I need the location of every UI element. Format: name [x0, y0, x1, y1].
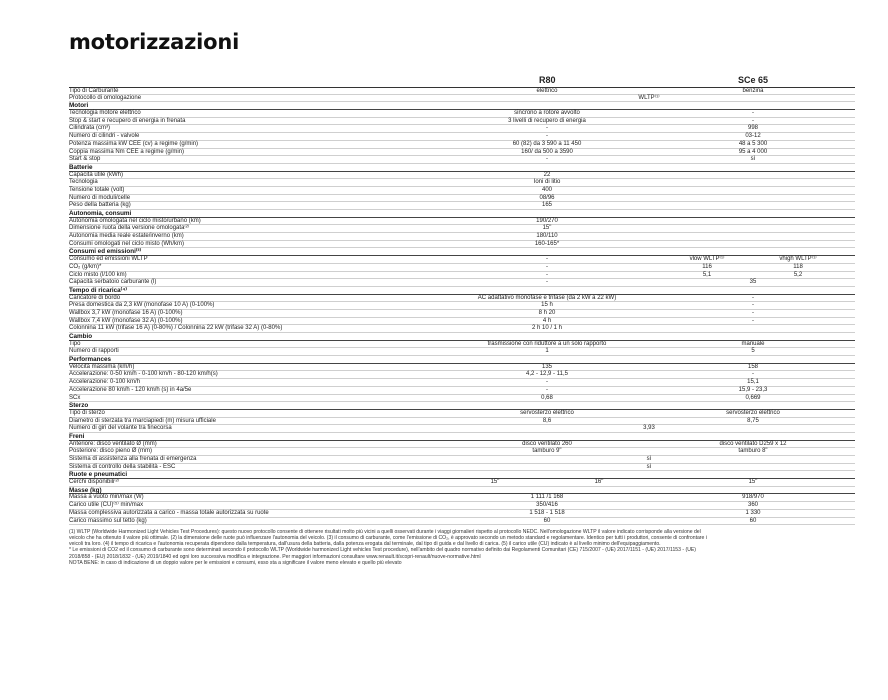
- section-title: Tempo di ricarica⁽⁴⁾: [69, 286, 127, 294]
- spec-row: [69, 325, 855, 333]
- spec-label: Tipo di sterzo: [69, 409, 105, 416]
- spec-label: Start & stop: [69, 156, 101, 163]
- spec-value: sincrono a rotore avvolto: [514, 110, 580, 117]
- spec-label: Sistema di controllo della stabilità - ESC: [69, 463, 176, 470]
- page-title: motorizzazioni: [69, 30, 240, 54]
- spec-value: -: [752, 309, 754, 316]
- spec-row: [69, 510, 855, 518]
- section-title: Cambio: [69, 333, 93, 340]
- spec-value: 3,93: [643, 425, 655, 432]
- spec-label: Velocità massima (km/h): [69, 363, 135, 370]
- footnote-definitions: (1) WLTP (Worldwide Harmonized Light Vehicles Test Procedures): questo nuovo protocollo consente di ottenere risultati molto più vicini a quelli osservati durante i viaggi giornalieri rispetto al protocollo NEDC. Nell'omologazione WLTP il valore indicato corrisponde alla versione del veicolo che ha ottenuto il valore più ottimale. (2) la dimensione delle ruote può influenzare l'autonomia del veicolo. (3) il consumo di carburante, come l'emissione di CO₂, è approvato secondo un metodo standard e regolamentare. Identico per tutti i produttori, consente di confrontare i veicoli tra loro. (4) il tempo di ricarica e l'autonomia recuperata dipendono dalla temperatura, dall'usura della batteria, dalla potenza erogata dal terminale, dal tipo di guida e dal livello di carica. (5) il carico utile (CU) indicato è al livello minimo dell'equipaggiamento.: [69, 529, 707, 548]
- spec-label: Peso della batteria (kg): [69, 202, 131, 209]
- spec-row: [69, 156, 855, 164]
- spec-row: [69, 456, 855, 464]
- spec-value: 165: [541, 202, 553, 209]
- spec-label: Consumo ed emissioni WLTP: [69, 256, 148, 263]
- spec-label: Numero di cilindri - valvole: [69, 133, 140, 140]
- spec-value: 60: [543, 517, 551, 524]
- section-header: [69, 248, 855, 256]
- spec-row: [69, 87, 855, 95]
- spec-label: Potenza massima kW CEE (cv) a regime (g/min): [69, 140, 199, 147]
- spec-label: SCx: [69, 394, 81, 401]
- spec-value: 1 518 - 1 518: [529, 509, 565, 516]
- section-header: [69, 102, 855, 110]
- spec-value: 60 (82) da 3 590 a 11 450: [512, 140, 582, 147]
- spec-label: CO₂ (g/km)*: [69, 263, 102, 270]
- spec-value: disco ventilato D259 x 12: [719, 440, 787, 447]
- spec-value: 8,75: [747, 417, 759, 424]
- column-header-r80: R80: [539, 75, 556, 85]
- spec-label: Tecnologia: [69, 179, 98, 186]
- spec-label: Presa domestica da 2,3 kW (monofase 10 A) (0-100%): [69, 302, 215, 309]
- section-title: Motori: [69, 102, 89, 110]
- spec-value: 5,2: [793, 271, 803, 278]
- spec-label: Capacità utile (kWh): [69, 171, 124, 178]
- spec-row: [69, 318, 855, 326]
- specs-table: [69, 87, 855, 525]
- spec-row: [69, 195, 855, 203]
- spec-row: [69, 149, 855, 157]
- spec-value: 16": [594, 479, 604, 486]
- spec-row: [69, 387, 855, 395]
- spec-label: Tecnologia motore elettrico: [69, 110, 141, 117]
- spec-label: Massa complessiva autorizzata a carico - massa totale autorizzata su ruote: [69, 509, 269, 516]
- spec-label: Wallbox 7,4 kW (monofase 32 A) (0-100%): [69, 317, 183, 324]
- column-header-sce65: SCe 65: [738, 75, 769, 85]
- spec-value: 15": [490, 479, 500, 486]
- spec-value: -: [546, 256, 548, 263]
- spec-value: 998: [747, 125, 759, 132]
- spec-row: [69, 379, 855, 387]
- section-title: Performances: [69, 356, 111, 364]
- spec-value: -: [546, 133, 548, 140]
- spec-row: [69, 256, 855, 264]
- spec-value: 160/ da 500 a 3590: [521, 148, 573, 155]
- spec-label: Dimensione ruota della versione omologata⁽²⁾: [69, 225, 190, 232]
- spec-label: Accelerazione: 0-50 km/h - 0-100 km/h - 80-120 km/h(s): [69, 371, 218, 378]
- spec-value: 918/970: [742, 494, 764, 501]
- footnote-nota-bene: NOTA BENE: in caso di indicazione di un doppio valore per le emissioni e consumi, esso sta a significare il valore meno elevato e quello più elevato: [69, 559, 402, 566]
- spec-value: 116: [702, 263, 712, 270]
- spec-value: vhigh WLTP⁽¹⁾: [779, 256, 817, 263]
- spec-row: [69, 502, 855, 510]
- spec-row: [69, 125, 855, 133]
- spec-value: manuale: [741, 340, 765, 347]
- footnote-co2: * Le emissioni di CO2 ed il consumo di carburante sono determinati secondo il protocollo WLTP (Worldwide harmonized Light vehicles Test procedure), nell'ambito del quadro normativo definito dai Regolamenti Comunitari (CE) 715/2007 - (UE) 2017/1151 - (UE) 2017/1153 - (UE) 2018/858 - (EU) 2018/1832 - (UE) 2019/1840 ed ogni loro successiva modifica e integrazione. Per maggiori informazioni consultare www.renault.it/scopri-renault/nuove-normative.html: [69, 547, 696, 560]
- spec-value: disco ventilato 260: [522, 440, 572, 447]
- spec-row: [69, 264, 855, 272]
- spec-row: [69, 118, 855, 126]
- spec-value: 15 h: [541, 302, 553, 309]
- spec-row: [69, 133, 855, 141]
- section-header: [69, 471, 855, 479]
- spec-row: [69, 441, 855, 449]
- spec-row: [69, 410, 855, 418]
- spec-value: 1: [545, 348, 549, 355]
- section-header: [69, 433, 855, 441]
- section-title: Masse (kg): [69, 486, 102, 494]
- spec-label: Ciclo misto (l/100 km): [69, 271, 127, 278]
- spec-value: 4,2 - 12,9 - 11,5: [526, 371, 568, 378]
- spec-value: 5: [751, 348, 755, 355]
- spec-label: Tensione totale (volt): [69, 186, 125, 193]
- spec-value: elettrico: [536, 88, 558, 94]
- spec-label: Accelerazione: 0-100 km/h: [69, 379, 141, 386]
- spec-label: Cerchi disponibili⁽²⁾: [69, 479, 120, 486]
- spec-label: Carico massimo sul tetto (kg): [69, 517, 147, 524]
- section-header: [69, 402, 855, 410]
- spec-value: AC adattativo monofase e trifase (da 2 kW a 22 kW): [477, 294, 617, 301]
- spec-row: [69, 425, 855, 433]
- spec-label: Tipo di Carburante: [69, 88, 119, 94]
- spec-value: 158: [747, 363, 759, 370]
- spec-label: Numero di giri del volante tra finecorsa: [69, 425, 172, 432]
- section-header: [69, 164, 855, 172]
- spec-value: 08/96: [539, 194, 555, 201]
- spec-label: Numero di rapporti: [69, 348, 119, 355]
- spec-row: [69, 479, 855, 487]
- spec-value: servosterzo elettrico: [520, 409, 574, 416]
- spec-row: [69, 95, 855, 103]
- spec-value: 22: [543, 171, 551, 178]
- spec-value: -: [546, 271, 548, 278]
- spec-label: Autonomia omologata nel ciclo misto/urbano (km): [69, 217, 201, 224]
- section-title: Autonomia, consumi: [69, 210, 132, 217]
- spec-value: sì: [646, 463, 652, 470]
- spec-value: 35: [749, 279, 757, 286]
- spec-value: 118: [793, 263, 803, 270]
- section-title: Freni: [69, 432, 85, 440]
- section-header: [69, 487, 855, 495]
- spec-value: tamburo 8": [738, 448, 768, 455]
- spec-value: -: [752, 302, 754, 309]
- spec-value: 8,6: [542, 417, 552, 424]
- spec-value: -: [546, 279, 548, 286]
- spec-row: [69, 341, 855, 349]
- spec-row: [69, 141, 855, 149]
- footnotes: [69, 529, 709, 566]
- spec-value: 1 330: [745, 509, 761, 516]
- spec-row: [69, 302, 855, 310]
- spec-value: -: [752, 294, 754, 301]
- spec-row: [69, 418, 855, 426]
- spec-value: -: [752, 117, 754, 124]
- spec-value: 4 h: [542, 317, 552, 324]
- spec-value: 48 a 5 300: [738, 140, 768, 147]
- spec-value: servosterzo elettrico: [726, 409, 780, 416]
- spec-row: [69, 225, 855, 233]
- spec-value: -: [546, 386, 548, 393]
- spec-label: Sistema di assistenza alla frenata di emergenza: [69, 456, 197, 462]
- spec-value: 8 h 20: [538, 309, 556, 316]
- spec-value: sì: [750, 156, 756, 163]
- spec-value: benzina: [742, 88, 764, 94]
- spec-row: [69, 448, 855, 456]
- spec-row: [69, 179, 855, 187]
- spec-value: 190/270: [536, 217, 558, 224]
- spec-label: Posteriore: disco pieno Ø (mm): [69, 448, 153, 455]
- spec-value: 400: [541, 186, 553, 193]
- spec-value: 0,68: [541, 394, 553, 401]
- spec-value: 15,1: [747, 379, 759, 386]
- spec-value: -: [546, 379, 548, 386]
- section-title: Ruote e pneumatici: [69, 471, 128, 479]
- spec-label: Numero di moduli/celle: [69, 194, 131, 201]
- spec-label: Protocollo di omologazione: [69, 94, 142, 101]
- spec-value: 60: [749, 517, 757, 524]
- spec-value: 15,9 - 23,3: [738, 386, 768, 393]
- spec-label: Diametro di sterzata tra marciapiedi (m) misura ufficiale: [69, 417, 216, 424]
- spec-value: 2 h 10 / 1 h: [531, 325, 563, 332]
- spec-row: [69, 348, 855, 356]
- spec-value: -: [546, 156, 548, 163]
- spec-value: 3 livelli di recupero di energia: [508, 117, 586, 124]
- spec-row: [69, 518, 855, 526]
- spec-row: [69, 272, 855, 280]
- spec-value: 15": [748, 479, 758, 486]
- spec-row: [69, 494, 855, 502]
- spec-value: -: [752, 110, 754, 117]
- spec-label: Capacità serbatoio carburante (l): [69, 279, 157, 286]
- spec-value: trasmissione con riduttore a un solo rapporto: [487, 340, 607, 347]
- spec-value: 1 111 /1 168: [530, 494, 564, 501]
- spec-row: [69, 371, 855, 379]
- spec-label: Caricatore di bordo: [69, 294, 121, 301]
- spec-label: Coppia massima Nm CEE a regime (g/min): [69, 148, 185, 155]
- spec-row: [69, 241, 855, 249]
- spec-value: -: [752, 317, 754, 324]
- section-header: [69, 333, 855, 341]
- spec-label: Cilindrata (cm³): [69, 125, 111, 132]
- spec-label: Consumi omologati nel ciclo misto (Wh/km): [69, 240, 185, 247]
- spec-label: Accelerazione 80 km/h - 120 km/h (s) in 4a/5e: [69, 386, 192, 393]
- section-header: [69, 287, 855, 295]
- spec-label: Wallbox 3,7 kW (monofase 16 A) (0-100%): [69, 309, 183, 316]
- spec-row: [69, 233, 855, 241]
- section-header: [69, 356, 855, 364]
- spec-row: [69, 187, 855, 195]
- section-title: Sterzo: [69, 402, 89, 410]
- spec-row: [69, 364, 855, 372]
- spec-value: 180/110: [536, 233, 558, 240]
- spec-value: -: [752, 371, 754, 378]
- spec-row: [69, 464, 855, 472]
- spec-label: Colonnina 11 kW (trifase 16 A) (0-80%) / Colonnina 22 kW (trifase 32 A) (0-80%): [69, 325, 283, 332]
- spec-value: 15": [542, 225, 552, 232]
- spec-value: 350/416: [536, 502, 558, 509]
- section-title: Batterie: [69, 163, 93, 171]
- spec-row: [69, 279, 855, 287]
- spec-value: 95 a 4 000: [738, 148, 768, 155]
- spec-value: 0,669: [745, 394, 761, 401]
- spec-row: [69, 295, 855, 303]
- spec-label: Autonomia media reale estate/inverno (km): [69, 233, 184, 240]
- section-title: Consumi ed emissioni⁽³⁾: [69, 248, 142, 256]
- spec-row: [69, 395, 855, 403]
- spec-row: [69, 172, 855, 180]
- spec-value: -: [546, 125, 548, 132]
- spec-label: Carico utile (CU)⁽⁵⁾ min/max: [69, 502, 144, 509]
- spec-value: tamburo 9": [532, 448, 562, 455]
- spec-value: sì: [646, 456, 652, 462]
- spec-label: Anteriore: disco ventilato Ø (mm): [69, 440, 157, 447]
- spec-label: Tipo: [69, 340, 81, 347]
- spec-row: [69, 202, 855, 210]
- spec-value: 03-12: [745, 133, 761, 140]
- spec-row: [69, 110, 855, 118]
- spec-label: Massa a vuoto min/max (W): [69, 494, 144, 501]
- spec-value: -: [546, 263, 548, 270]
- section-header: [69, 210, 855, 218]
- spec-value: WLTP⁽¹⁾: [638, 94, 660, 101]
- spec-label: Stop & start e recupero di energia in frenata: [69, 117, 186, 124]
- spec-value: 5,1: [702, 271, 712, 278]
- spec-row: [69, 310, 855, 318]
- spec-value: 160-165*: [534, 240, 560, 247]
- spec-value: Ioni di litio: [533, 179, 561, 186]
- spec-value: 360: [747, 502, 759, 509]
- spec-value: 135: [541, 363, 553, 370]
- spec-value: vlow WLTP⁽¹⁾: [689, 256, 725, 263]
